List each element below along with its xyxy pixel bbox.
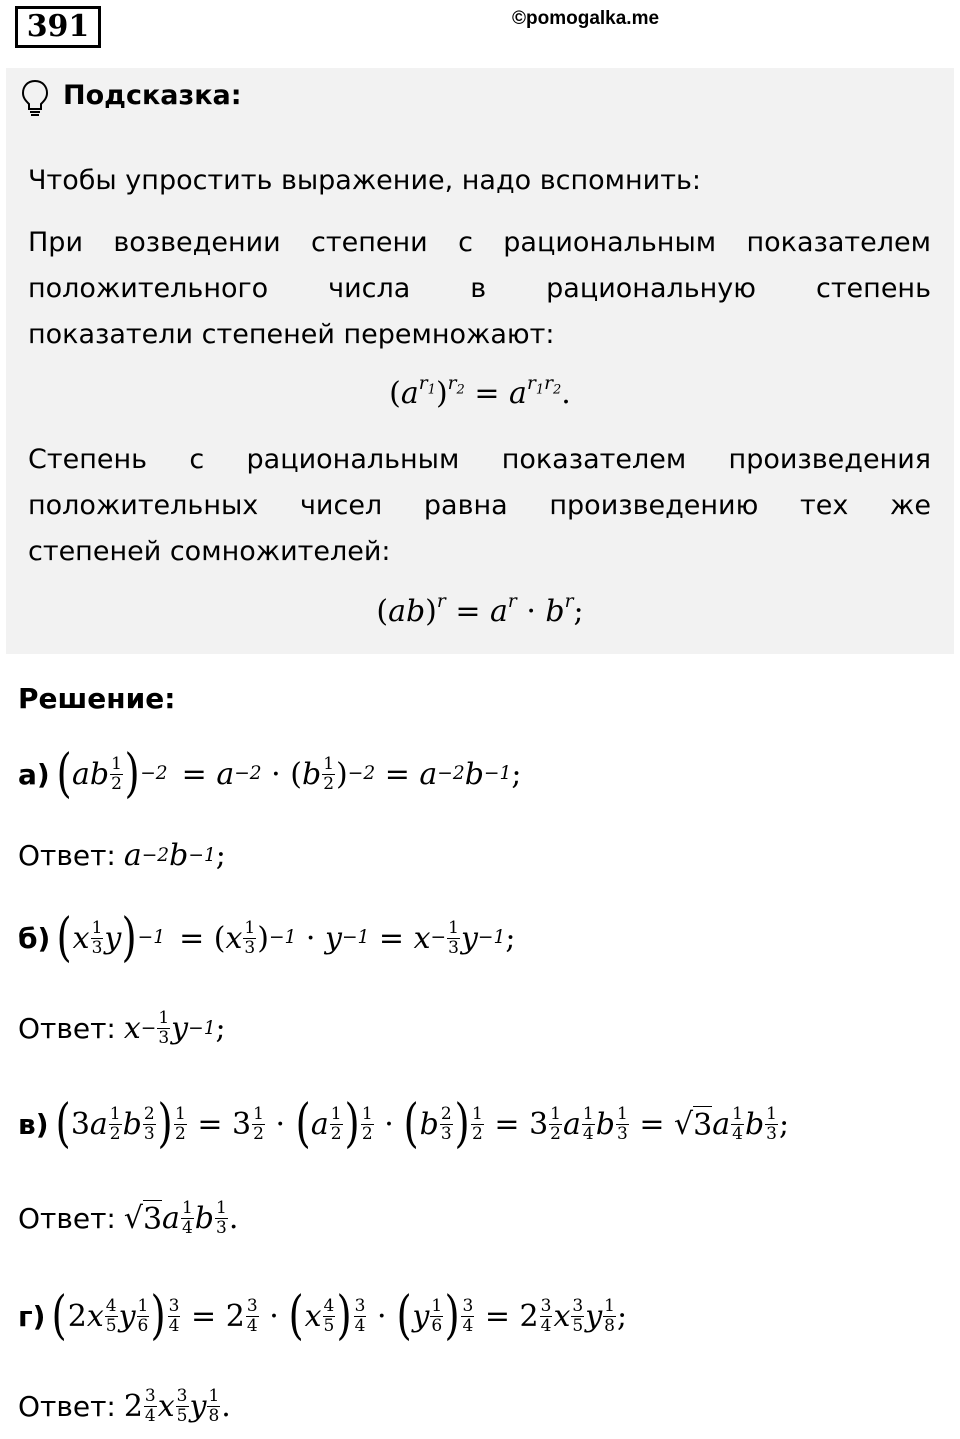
solution-part-c: в) ( 3 a $\frac{1}{2}$ b $\frac{2}{3}$ ) $\frac{1}{2}$ = 3 $\frac{1}{2}$ · ( a $\frac{1}{2}$ ) $\frac{1}{2}$ · ( b $\frac{2}{3}$ ) $\frac{1}{2}$ = 3 $\frac{1}{2}$ a $\frac{1}{4}$ b $\frac{1}{3}$ = √ 3 a $\frac{1}{4}$ b $\frac{1}{3}$ ; [18, 1094, 790, 1154]
answer-b: Ответ: x − $\frac{1}{3}$ y −1 ; [18, 1008, 226, 1048]
formula-power-of-power: $(a^{r_1})^{r_2} = a^{r_1r_2}$. [389, 373, 571, 411]
hint-rule-power-of-product [28, 437, 931, 575]
answer-d: Ответ: 2 $\frac{3}{4}$ x $\frac{3}{5}$ y $\frac{1}{8}$ . [18, 1386, 231, 1426]
part-label: а) [18, 757, 50, 791]
solution-part-b: б) ( x $\frac{1}{3}$ y ) −1 = ( x $\frac{1}{3}$ ) −1 · y −1 = x − $\frac{1}{3}$ y −1 ; [18, 908, 516, 968]
part-label: в) [18, 1107, 49, 1141]
rule2-line: степеней сомножителей: [28, 536, 391, 567]
solution-title: Решение: [18, 682, 176, 715]
rule2-line: Степень с рациональным показателем произведения [28, 444, 931, 475]
solution-part-a: а) ( ab $\frac{1}{2}$ ) −2 = a −2 · ( b $\frac{1}{2}$ ) −2 = a −2 b −1 ; [18, 744, 522, 804]
watermark: ©pomogalka.me [512, 8, 660, 29]
lightbulb-icon [20, 78, 50, 118]
answer-label: Ответ: [18, 1390, 116, 1423]
rule1-line: положительного числа в рациональную степень [28, 273, 931, 304]
part-label: г) [18, 1299, 46, 1333]
problem-number: 391 [15, 6, 101, 48]
answer-a: Ответ: a −2 b −1 ; [18, 838, 226, 873]
answer-label: Ответ: [18, 1202, 116, 1235]
answer-label: Ответ: [18, 1012, 116, 1045]
part-label: б) [18, 921, 51, 955]
solution-part-d: г) ( 2 x $\frac{4}{5}$ y $\frac{1}{6}$ ) $\frac{3}{4}$ = 2 $\frac{3}{4}$ · ( x $\frac{4}{5}$ ) $\frac{3}{4}$ · ( y $\frac{1}{6}$ ) $\frac{3}{4}$ = 2 $\frac{3}{4}$ x $\frac{3}{5}$ y $\frac{1}{8}$ ; [18, 1286, 628, 1346]
hint-intro: Чтобы упростить выражение, надо вспомнить: [28, 165, 701, 196]
hint-title: Подсказка: [63, 80, 242, 111]
rule1-line: показатели степеней перемножают: [28, 319, 555, 350]
formula-power-of-product: $(ab)^r = a^r \cdot b^r$; [376, 591, 584, 629]
rule1-line: При возведении степени с рациональным показателем [28, 227, 931, 258]
answer-c: Ответ: √ 3 a $\frac{1}{4}$ b $\frac{1}{3}$ . [18, 1198, 239, 1238]
rule2-line: положительных чисел равна произведению тех же [28, 490, 931, 521]
answer-label: Ответ: [18, 839, 116, 872]
hint-rule-power-of-power [28, 220, 931, 358]
